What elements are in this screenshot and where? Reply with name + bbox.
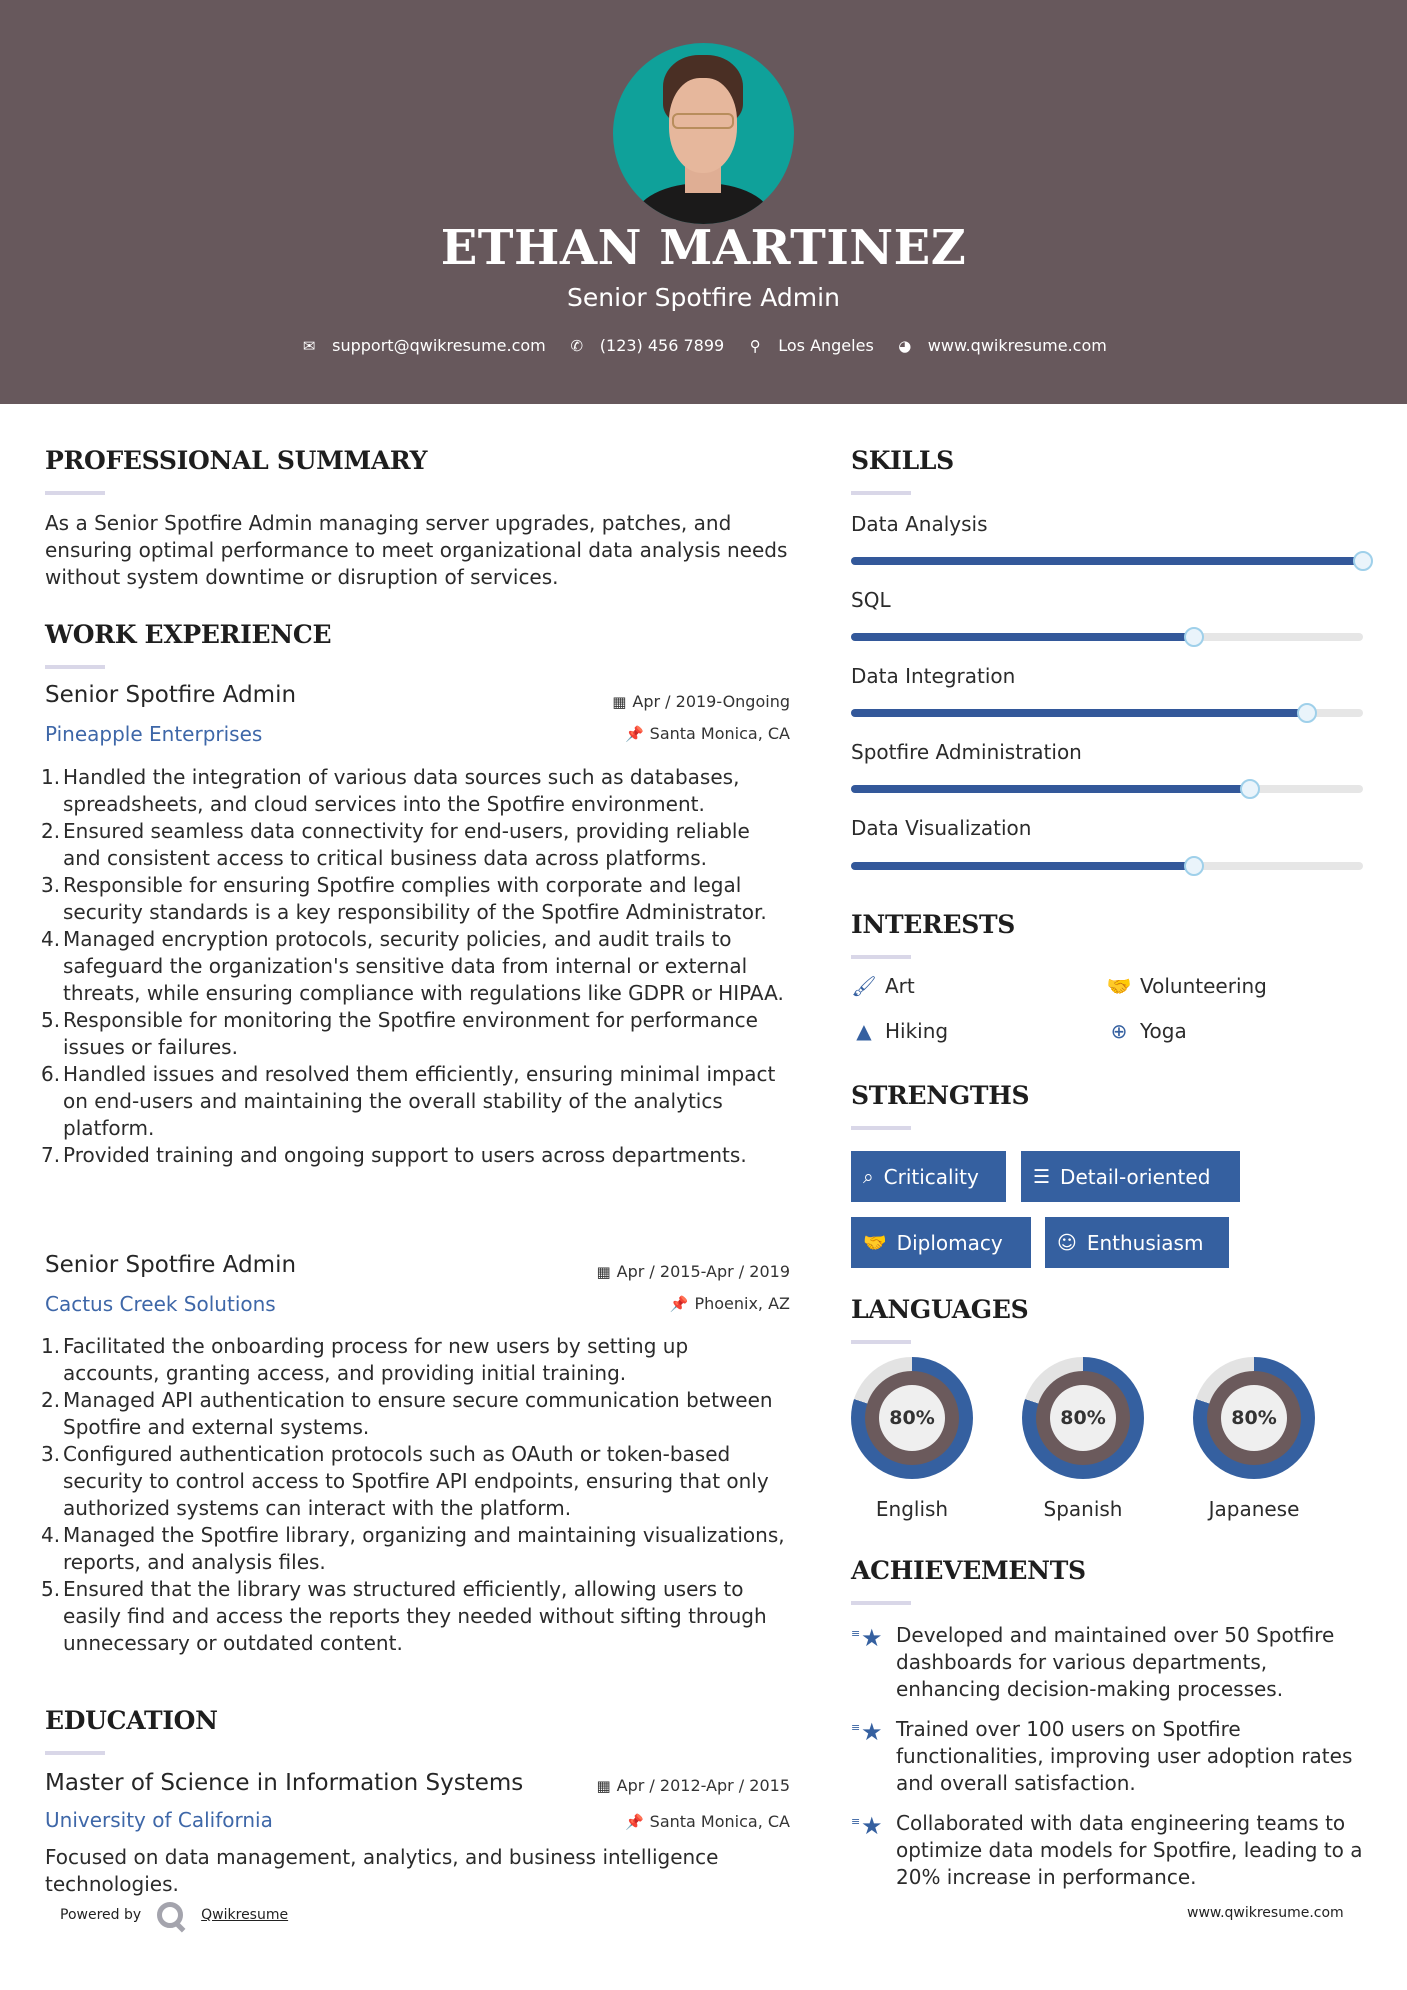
map-pin-icon: ⚲ (749, 336, 761, 355)
skill-label: Data Integration (851, 664, 1016, 688)
degree-title: Master of Science in Information Systems (45, 1770, 524, 1796)
achievement-text: Trained over 100 users on Spotfire functionalities, improving user adoption rates and overall satisfaction. (896, 1717, 1353, 1795)
skill-slider[interactable] (851, 633, 1363, 641)
slider-knob[interactable] (1240, 779, 1260, 799)
tree-icon: ▲ (856, 1019, 872, 1043)
skills-heading: SKILLS (851, 446, 954, 475)
language-donut (1022, 1357, 1144, 1479)
interest-item: ▲ Hiking (851, 1019, 948, 1043)
achievement-text: Developed and maintained over 50 Spotfire dashboards for various departments, enhancing decision-making processes. (896, 1623, 1335, 1701)
language-name: Japanese (1208, 1497, 1300, 1521)
languages-heading: LANGUAGES (851, 1295, 1029, 1324)
pushpin-icon: 📌 (669, 1295, 689, 1313)
strength-tag: ☺ Enthusiasm (1045, 1217, 1229, 1268)
slider-knob[interactable] (1184, 856, 1204, 876)
job-title: Senior Spotfire Admin (45, 1252, 297, 1278)
handshake-icon: 🤝 (1106, 974, 1132, 998)
strengths-heading: STRENGTHS (851, 1081, 1030, 1110)
skill-slider[interactable] (851, 862, 1363, 870)
job-dates-text: Apr / 2019-Ongoing (632, 692, 790, 711)
interests-heading: INTERESTS (851, 910, 1016, 939)
phone-icon: ✆ (570, 336, 584, 355)
envelope-icon: ✉ (302, 336, 316, 355)
job-title: Senior Spotfire Admin (45, 682, 297, 708)
skill-label: Data Analysis (851, 512, 988, 536)
qwikresume-link[interactable]: Qwikresume (201, 1907, 289, 1923)
list-item: 2. Ensured seamless data connectivity for end-users, providing reliable and consistent access to critical business data across platforms. (41, 819, 750, 870)
summary-heading: PROFESSIONAL SUMMARY (45, 446, 428, 475)
list-item: 4. Managed encryption protocols, security policies, and audit trails to safeguard the organization's sensitive data from internal or external threats, while ensuring compliance with regulations like GDPR or HIPAA. (41, 927, 784, 1005)
language-item (851, 1357, 973, 1521)
language-name: English (875, 1497, 949, 1521)
strength-tag: ☰ Detail-oriented (1021, 1151, 1240, 1202)
strength-tag: 🤝 Diplomacy (851, 1217, 1031, 1268)
section-underline (851, 1340, 911, 1344)
contact-bar (0, 336, 1407, 355)
list-item: 7. Provided training and ongoing support to users across departments. (41, 1143, 747, 1167)
photo-glasses (672, 113, 734, 129)
job-dates (612, 692, 790, 711)
skill-label: Spotfire Administration (851, 740, 1082, 764)
skill-fill (851, 709, 1307, 717)
list-icon: ☰ (1033, 1165, 1051, 1188)
contact-email[interactable] (300, 336, 546, 355)
job-location-text: Phoenix, AZ (694, 1294, 790, 1313)
section-underline (45, 665, 105, 669)
section-underline (45, 491, 105, 495)
education-heading: EDUCATION (45, 1706, 218, 1735)
section-underline (851, 491, 911, 495)
language-percent: 80% (1221, 1385, 1287, 1451)
calendar-icon: ▦ (596, 1777, 611, 1795)
search-icon: ⌕ (863, 1165, 874, 1188)
skill-fill (851, 557, 1363, 565)
list-item: 5. Ensured that the library was structured efficiently, allowing users to easily find and access the reports they needed without sifting through unnecessary or outdated content. (41, 1577, 767, 1655)
contact-phone[interactable] (568, 336, 724, 355)
job-dates-text: Apr / 2015-Apr / 2019 (616, 1262, 790, 1281)
education-location-text: Santa Monica, CA (649, 1812, 790, 1831)
list-item: 3. Responsible for ensuring Spotfire complies with corporate and legal security standards is a key responsibility of the Spotfire Administrator. (41, 873, 767, 924)
achievement-text: Collaborated with data engineering teams to optimize data models for Spotfire, leading to a 20% increase in performance. (896, 1811, 1363, 1889)
list-item: 1. Facilitated the onboarding process for new users by setting up accounts, granting access, and providing initial training. (41, 1334, 689, 1385)
section-underline (851, 955, 911, 959)
contact-location (746, 336, 874, 355)
profile-photo (613, 43, 794, 224)
job-dates (596, 1262, 790, 1281)
qwikresume-logo-icon (157, 1902, 183, 1928)
language-item (1022, 1357, 1144, 1521)
resume-header (0, 0, 1407, 404)
list-item: 5. Responsible for monitoring the Spotfire environment for performance issues or failures. (41, 1008, 758, 1059)
globe-icon: ◕ (898, 336, 912, 355)
candidate-title: Senior Spotfire Admin (567, 283, 840, 312)
contact-website-text[interactable]: www.qwikresume.com (927, 336, 1107, 355)
experience-heading: WORK EXPERIENCE (45, 620, 332, 649)
list-item: 2. Managed API authentication to ensure secure communication between Spotfire and external systems. (41, 1388, 773, 1439)
skill-label: Data Visualization (851, 816, 1032, 840)
interest-item: 🤝 Volunteering (1106, 974, 1267, 998)
slider-knob[interactable] (1353, 551, 1373, 571)
slider-knob[interactable] (1184, 627, 1204, 647)
list-item: 6. Handled issues and resolved them efficiently, ensuring minimal impact on end-users and maintaining the overall stability of the analytics platform. (41, 1062, 776, 1140)
education-description: Focused on data management, analytics, and business intelligence technologies. (45, 1845, 719, 1896)
pushpin-icon: 📌 (624, 1813, 644, 1831)
strength-tag: ⌕ Criticality (851, 1151, 1006, 1202)
footer-website[interactable]: www.qwikresume.com (1187, 1905, 1344, 1921)
handshake-icon: 🤝 (863, 1232, 887, 1254)
section-underline (851, 1126, 911, 1130)
education-location (625, 1812, 790, 1831)
education-dates (596, 1776, 790, 1795)
list-item: 1. Handled the integration of various data sources such as databases, spreadsheets, and cloud services into the Spotfire environment. (41, 765, 740, 816)
job-company: Cactus Creek Solutions (45, 1292, 276, 1316)
slider-knob[interactable] (1297, 703, 1317, 723)
skill-label: SQL (851, 588, 891, 612)
job-location (670, 1294, 790, 1313)
job-bullets (41, 764, 790, 1169)
skill-slider[interactable] (851, 709, 1363, 717)
powered-by (60, 1902, 288, 1928)
section-underline (851, 1601, 911, 1605)
language-percent: 80% (1050, 1385, 1116, 1451)
contact-email-text[interactable]: support@qwikresume.com (332, 336, 546, 355)
smile-icon: ☺ (1057, 1231, 1077, 1254)
skill-slider[interactable] (851, 557, 1363, 565)
language-donut (1193, 1357, 1315, 1479)
calendar-icon: ▦ (612, 693, 627, 711)
interest-item: 🖌 Art (851, 974, 915, 998)
job-location (625, 724, 790, 743)
language-name: Spanish (1043, 1497, 1123, 1521)
skill-fill (851, 862, 1194, 870)
section-underline (45, 1751, 105, 1755)
education-dates-text: Apr / 2012-Apr / 2015 (616, 1776, 790, 1795)
school-name: University of California (45, 1808, 273, 1832)
interest-item: ⊕ Yoga (1106, 1019, 1187, 1043)
summary-text: As a Senior Spotfire Admin managing server upgrades, patches, and ensuring optimal performance to meet organizational data analysis needs without system downtime or disruption of services. (45, 511, 788, 589)
contact-phone-text[interactable]: (123) 456 7899 (599, 336, 725, 355)
calendar-icon: ▦ (596, 1263, 611, 1281)
language-item (1193, 1357, 1315, 1521)
language-donut (851, 1357, 973, 1479)
job-company: Pineapple Enterprises (45, 722, 263, 746)
job-bullets (41, 1333, 790, 1657)
paintbrush-icon: 🖌 (851, 974, 877, 998)
pushpin-icon: 📌 (624, 725, 644, 743)
skill-fill (851, 785, 1250, 793)
skill-slider[interactable] (851, 785, 1363, 793)
list-item: 3. Configured authentication protocols such as OAuth or token-based security to control access to Spotfire API endpoints, ensuring that only authorized systems can interact with the platform. (41, 1442, 769, 1520)
lifebuoy-icon: ⊕ (1110, 1019, 1128, 1043)
skill-fill (851, 633, 1194, 641)
contact-location-text: Los Angeles (778, 336, 874, 355)
list-item: 4. Managed the Spotfire library, organizing and maintaining visualizations, reports, and analysis files. (41, 1523, 785, 1574)
contact-website[interactable] (896, 336, 1107, 355)
achievements-heading: ACHIEVEMENTS (851, 1556, 1086, 1585)
powered-by-label: Powered by (60, 1907, 142, 1923)
candidate-name: ETHAN MARTINEZ (440, 220, 967, 276)
language-percent: 80% (879, 1385, 945, 1451)
job-location-text: Santa Monica, CA (649, 724, 790, 743)
